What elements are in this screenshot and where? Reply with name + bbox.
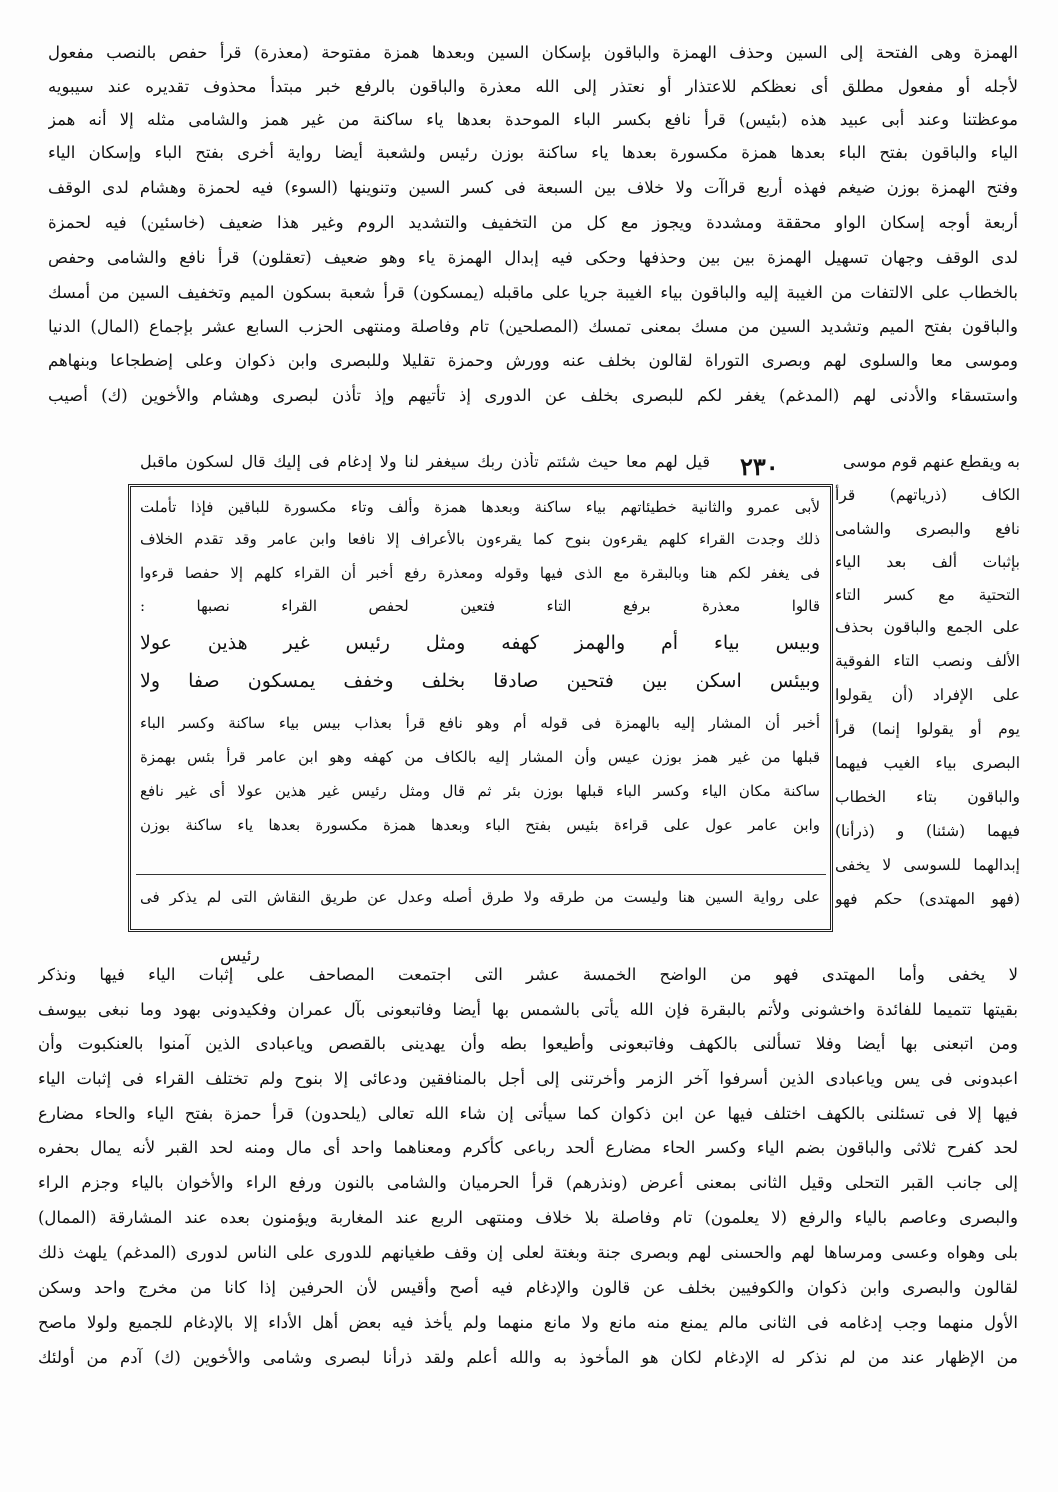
verse-line: وبيئس اسكن بين فتحين صادقا بخلف وخفف يمسكون صفا ولا [140,670,820,692]
side-line: الألف ونصب التاء الفوقية [835,652,1020,670]
text-line: الياء والباقون بفتح الباء بعدها همزة مكسورة بعدها ياء ساكنة بوزن رئيس ولشعبة أيضا رواية أخرى بفتح الباء وإسكان الياء [48,143,1018,162]
text-line: الهمزة وهى الفتحة إلى السين وحذف الهمزة والباقون بإسكان السين وبعدها همزة مفتوحة (معذرة) قرأ حفص بالنصب مفعول [48,43,1018,62]
box-line: وابن عامر عول على قراءة بئيس بفتح الباء وبعدها همزة مكسورة بعدها ياء ساكنة بوزن [140,816,820,834]
text-line: وفتح الهمزة بوزن ضيغم فهذه أربع قراآت ولا خلاف بين السبعة فى كسر السين وتنوينها (السوء) فيه لحمزة وهشام لدى الوقف [48,178,1018,197]
box-line: قبلها من غير همز بوزن عيس وأن المشار إليه بالكاف من كهفه وهو ابن عامر قرأ بئس بهمزة [140,748,820,766]
text-line: موعظتنا وعند أبى عبيد هذه (بئيس) قرأ نافع بكسر الباء الموحدة بعدها ياء ساكنة من غير همز والشامى مثله إلا أنه همز [48,110,1018,129]
text-line: الأول منهما وجب إدغامه فى الثانى مالم يمنع منه مانع ولا مانع منهما ولم يأخذ فيه بعض أهل الأداء إلا بالإدغام للجميع ولولا ماصح [38,1313,1018,1332]
text-line: ومن اتبعنى بها أيضا وفلا تسألنى بالكهف وفاتبعونى وأطيعوا بطه وأن يهدينى بالقصص وياعبادى الذين آمنوا بالعنكبوت وأن [38,1034,1018,1053]
verse-line: وبيس بياء أم والهمز كهفه ومثل رئيس غير هذين عولا [140,632,820,654]
text-line: بلى وهواه وعسى ومرساها لهم والحسنى لهم وبصرى جنة وبغتة لعلى إن وقف طغيانهم للدورى على الناس لدورى (المدغم) يلهث ذلك [38,1243,1018,1262]
text-line: من الإظهار عند من لم نذكر له الإدغام لكان هو المأخوذ به والله أعلم ولقد ذرأنا لبصرى وشامى والأخوين (ك) آدم من أولئك [38,1348,1018,1367]
text-line: فيها إلا فى تسئلنى بالكهف اختلف فيها عن ابن ذكوان كما سيأتى إن شاء الله تعالى (يلحدون) قرأ حمزة بفتح الياء والحاء مضارع [38,1104,1018,1123]
text-line: بالخطاب على الالتفات من الغيبة إليه والباقون بياء الغيبة جريا على ماقبله (يمسكون) قرأ شعبة بسكون الميم وتخفيف السين من أمسك [48,283,1018,302]
box-line: على رواية السين هنا وليست من طرقه ولا طرق أصله وعدل عن طريق النقاش التى لم يذكر فى [140,888,820,906]
side-line: نافع والبصرى والشامى [835,520,1020,538]
box-line: لأبى عمرو والثانية خطيئاتهم بياء ساكنة وبعدها همزة وألف وتاء مكسورة للباقين فإذا تأملت [140,498,820,516]
box-line: ذلك وجدت القراء كلهم يقرءون بنوح كما يقرءون بالأعراف إلا نافعا وابن عامر وقد تقدم الخلاف [140,530,820,548]
side-line: البصرى بياء الغيب فيهما [835,754,1020,772]
side-line: على الجمع والباقون بحذف [835,618,1020,636]
box-line: قالوا معذرة برفع التاء فتعين لحفص القراء نصبها : [140,597,820,615]
text-line: لدى الوقف وجهان تسهيل الهمزة بين بين وحذفها وحكى فيه إبدال الهمزة ياء وهو ضعيف (تعقلون) قرأ نافع والشامى وحفص [48,248,1018,267]
running-text-above-box: قيل لهم معا حيث شئتم تأذن ربك سيغفر لنا ولا إدغام فى إليك قال لسكون ماقبل [140,452,710,471]
side-line: إبدالهما للسوسى لا يخفى [835,856,1020,874]
side-line: التحتية مع كسر التاء [835,586,1020,604]
text-line: بقيتها تتميما للفائدة واخشونى ولأتم بالبقرة فإن الله يأتى بالشمس بها أيضا وفاتبعونى بآل عمران وفكيدونى بهود وما نبغى بيوسف [38,1000,1018,1019]
side-line: بإثبات ألف بعد الياء [835,553,1020,571]
text-line: إلى جانب القبر التحلى وقيل الثانى بمعنى أعرض (ونذرهم) قرأ الحرميان والشامى بالنون ورفع الراء والأخوان بالياء وجزم الراء [38,1173,1018,1192]
box-divider [136,874,826,875]
text-line: لحد كفرح ثلاثى والباقون بضم الياء وكسر الحاء مضارع ألحد رباعى كأكرم ومعناهما واحد أى مال ومنه لحد القبر لأنه يمال بحفره [38,1138,1018,1157]
page-number: ٢٣٠ [740,452,779,481]
side-line: يوم أو يقولوا إنما) قرأ [835,720,1020,738]
text-line: لا يخفى وأما المهتدى فهو من الواضح الخمسة عشر التى اجتمعت المصاحف على إثبات الياء فيها ونذكر [38,965,1018,984]
side-column-header: به ويقطع عنهم قوم موسى [842,452,1020,471]
text-line: لأجله أو مفعول مطلق أى نعظكم للاعتذار أو نعتذر إلى الله معذرة والباقون بالرفع خبر مبتدأ محذوف تقديره عند سيبويه [48,77,1018,96]
text-line: لقالون والبصرى وابن ذكوان والكوفيين بخلف عن قالون والإدغام فيه أصح وأقيس لأن الحرفين إذا كانا من مخرج واحد وسكن [38,1278,1018,1297]
text-line: والباقون بفتح الميم وتشديد السين من مسك بمعنى تمسك (المصلحين) تام وفاصلة ومنتهى الحزب السابع عشر بإجماع (المال) الدنيا [48,317,1018,336]
text-line: والبصرى وعاصم بالياء والرفع (لا يعلمون) تام وفاصلة بلا خلاف ومنتهى الربع عند المغاربة ويؤمنون بعده عند المشارقة (الممال) [38,1208,1018,1227]
marginal-word: رئيس [220,946,260,966]
text-line: أربعة أوجه إسكان الواو محققة ومشددة ويجوز مع كل من التخفيف والتشديد الروم وغير هذا ضعيف (خاسئين) فيه لحمزة [48,213,1018,232]
side-line: فيهما (شئنا) و (ذرأنا) [835,822,1020,840]
box-line: أخبر أن المشار إليه بالهمزة فى قوله أم وهو نافع قرأ بعذاب بيس بياء ساكنة وكسر الباء [140,714,820,732]
box-line: ساكنة مكان الياء وكسر الباء قبلها بوزن بئر ثم قال ومثل رئيس غير هذين عولا أى غير نافع [140,782,820,800]
box-line: فى يغفر لكم هنا وبالبقرة مع الذى فيها وقوله ومعذرة رفع أخبر أن القراء كلهم إلا حفصا قرءوا [140,564,820,582]
side-line: (فهو المهتدى) حكم فهو [835,890,1020,908]
side-line: على الإفراد (أن يقولوا [835,686,1020,704]
side-line: الكاف (ذرياتهم) قرأ [835,486,1020,504]
text-line: اعبدونى فى يس وياعبادى الذين أسرفوا آخر الزمر وأخرتنى إلى أجل بالمنافقين ودعائى إلا بنوح ولم تختلف القراء فى إثبات الياء [38,1069,1018,1088]
text-line: وموسى معا والسلوى لهم وبصرى التوراة لقالون بخلف عنه وورش وحمزة تقليلا وللبصرى وابن ذكوان وعلى إضطجاعا وبنهاهم [48,351,1018,370]
text-line: واستسقاء والأدنى لهم (المدغم) يغفر لكم للبصرى بخلف عن الدورى إذ تأتيهم وإذ تأذن لبصرى وهشام والأخوين (ك) أصيب [48,386,1018,405]
side-line: والباقون بتاء الخطاب [835,788,1020,806]
